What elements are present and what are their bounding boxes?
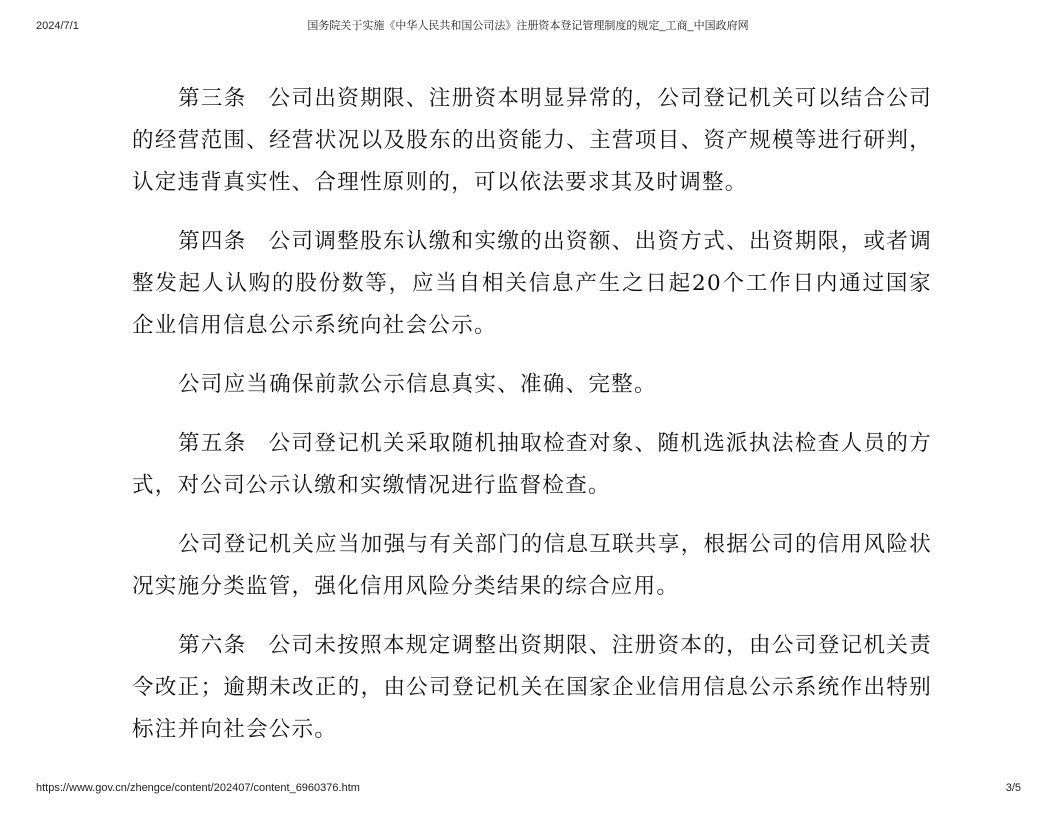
paragraph-text: 公司调整股东认缴和实缴的出资额、出资方式、出资期限，或者调整发起人认购的股份数等，应当自相关信息产生之日起20个工作日内通过国家企业信用信息公示系统向社会公示。 [132, 229, 933, 338]
paragraph-text: 公司出资期限、注册资本明显异常的，公司登记机关可以结合公司的经营范围、经营状况以及股东的出资能力、主营项目、资产规模等进行研判，认定违背真实性、合理性原则的，可以依法要求其及时调整。 [132, 86, 933, 195]
paragraph-text: 公司应当确保前款公示信息真实、准确、完整。 [178, 372, 657, 397]
paragraph-article-4-clause-2 [132, 364, 932, 406]
paragraph-text: 公司登记机关应当加强与有关部门的信息互联共享，根据公司的信用风险状况实施分类监管，强化信用风险分类结果的综合应用。 [132, 532, 932, 599]
print-date: 2024/7/1 [36, 20, 79, 32]
paragraph-article-5 [132, 423, 932, 507]
paragraph-article-6 [132, 625, 932, 751]
document-body [132, 78, 932, 751]
article-number: 第四条 [178, 229, 247, 254]
paragraph-text: 公司未按照本规定调整出资期限、注册资本的，由公司登记机关责令改正；逾期未改正的，由公司登记机关在国家企业信用信息公示系统作出特别标注并向社会公示。 [132, 633, 933, 742]
paragraph-article-4 [132, 221, 932, 347]
paragraph-article-5-clause-2 [132, 524, 932, 608]
article-number: 第五条 [178, 431, 247, 456]
article-number: 第三条 [178, 86, 247, 111]
page-number: 3/5 [1005, 782, 1021, 794]
source-url-link[interactable]: https://www.gov.cn/zhengce/content/202407/content_6960376.htm [36, 782, 360, 794]
article-number: 第六条 [178, 633, 247, 658]
page-title: 国务院关于实施《中华人民共和国公司法》注册资本登记管理制度的规定_工商_中国政府网 [307, 20, 749, 32]
paragraph-text: 公司登记机关采取随机抽取检查对象、随机选派执法检查人员的方式，对公司公示认缴和实缴情况进行监督检查。 [132, 431, 933, 498]
paragraph-article-3 [132, 78, 932, 204]
